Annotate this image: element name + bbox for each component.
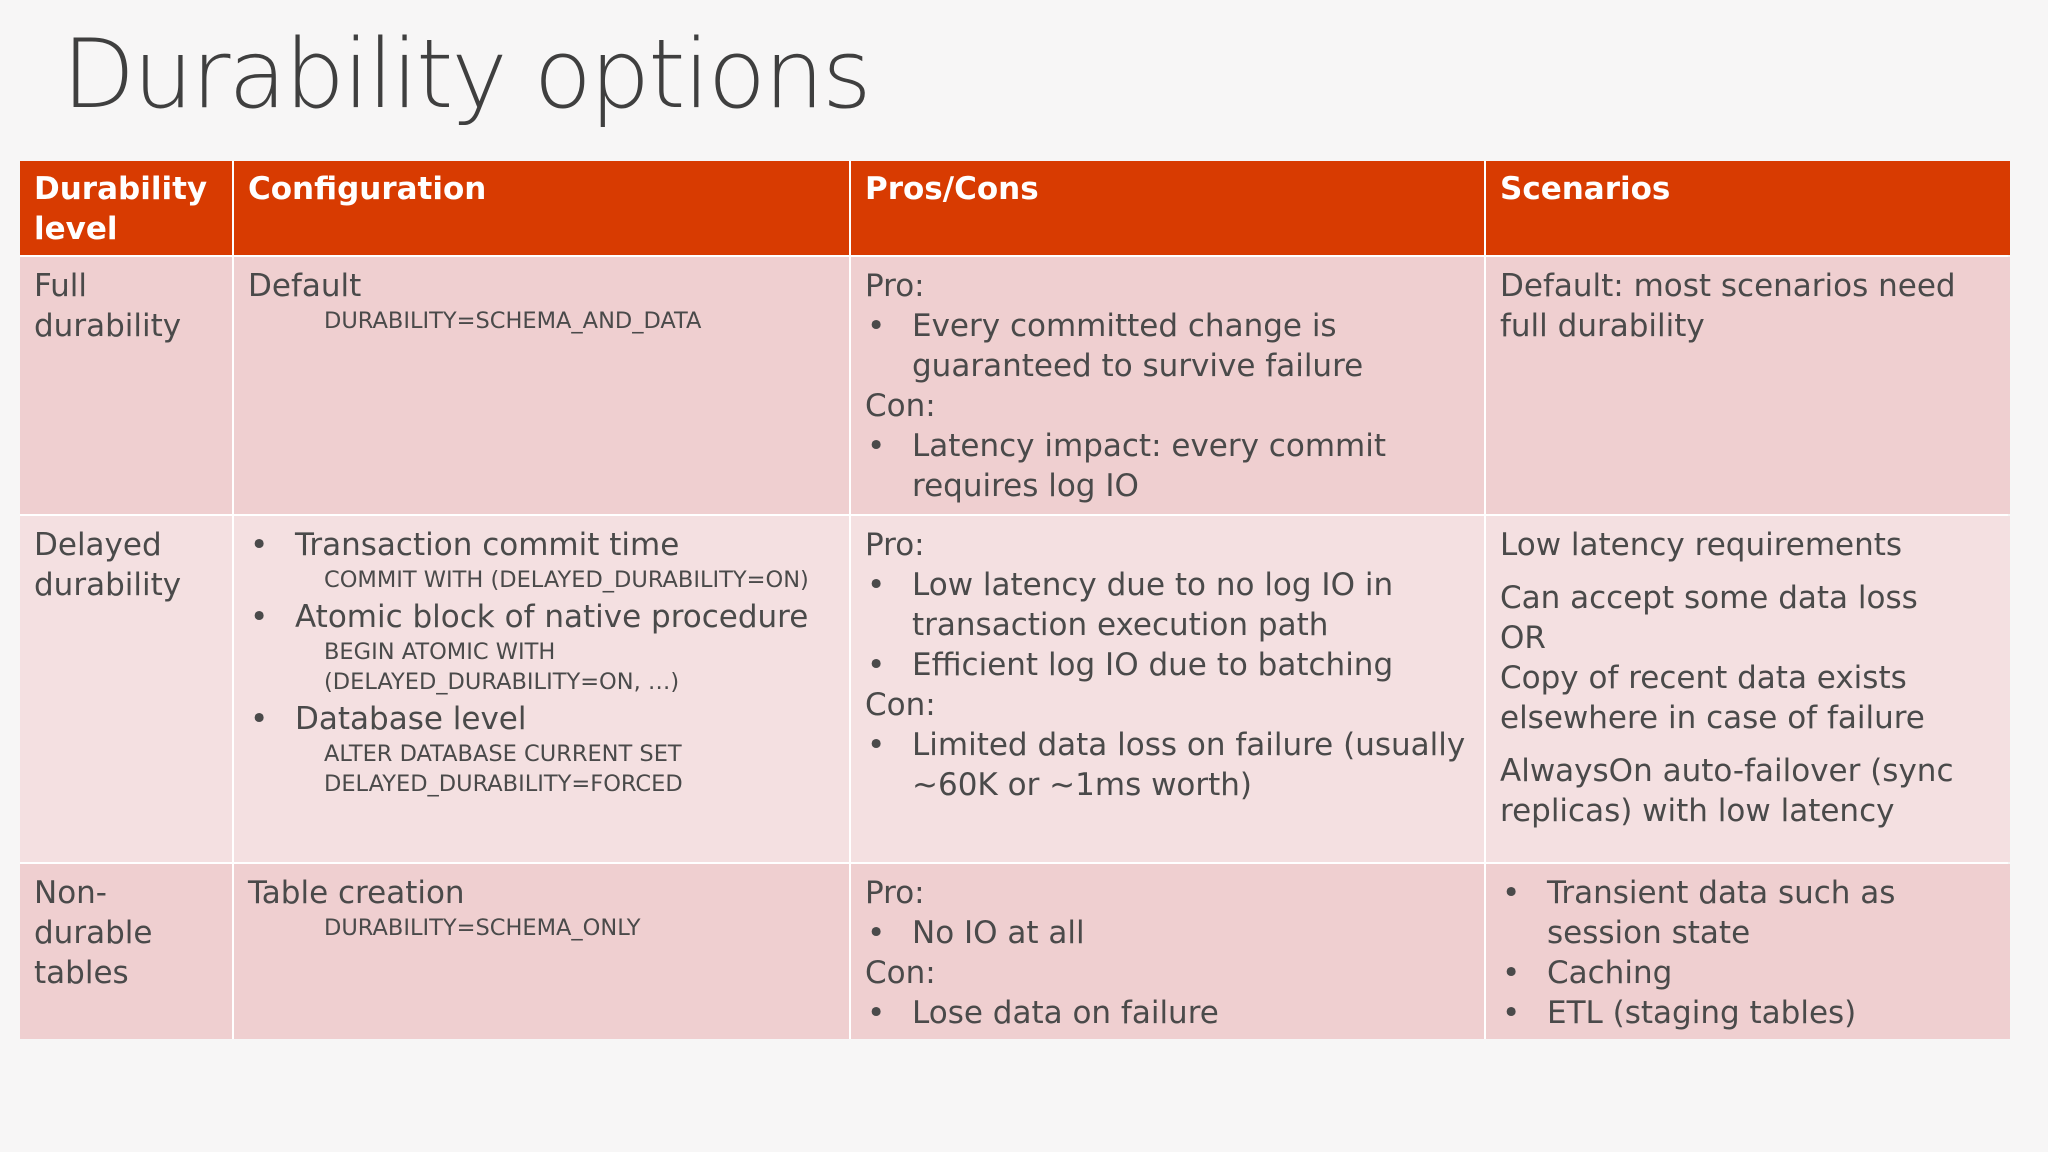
scenario-text: Can accept some data loss	[1500, 580, 1918, 616]
header-configuration: Configuration	[234, 161, 849, 255]
scenario-text: OR	[1500, 620, 1546, 656]
scenario-item: • Transient data such as session state	[1500, 873, 2010, 953]
pro-item: • Efficient log IO due to batching	[865, 645, 1484, 685]
con-label: Con:	[865, 687, 936, 723]
scenario-text: Low latency requirements	[1500, 527, 1903, 563]
pro-label: Pro:	[865, 875, 925, 911]
config-code: DELAYED_DURABILITY=FORCED	[324, 771, 683, 797]
level-line: Full	[34, 268, 88, 304]
row-delayed-config	[234, 516, 849, 862]
row-nondurable-level	[20, 864, 232, 1039]
config-item: • Database level	[248, 699, 849, 739]
header-durability-level	[20, 161, 232, 255]
config-code: DURABILITY=SCHEMA_ONLY	[324, 915, 641, 941]
level-line: Non-	[34, 875, 107, 911]
header-scenarios: Scenarios	[1486, 161, 2010, 255]
config-code: DURABILITY=SCHEMA_AND_DATA	[324, 308, 702, 334]
row-nondurable-scenarios	[1486, 864, 2010, 1039]
pro-item: • Low latency due to no log IO in transaction execution path	[865, 565, 1484, 645]
level-line: tables	[34, 955, 129, 991]
row-nondurable-proscons	[851, 864, 1484, 1039]
config-code: BEGIN ATOMIC WITH	[324, 639, 556, 665]
scenario-item: • Caching	[1500, 953, 2010, 993]
header-pros-cons: Pros/Cons	[851, 161, 1484, 255]
pro-item: • Every committed change is guaranteed to survive failure	[865, 306, 1484, 386]
pro-item: • No IO at all	[865, 913, 1484, 953]
scenario-text: AlwaysOn auto-failover (sync replicas) with low latency	[1500, 753, 1954, 829]
con-item: • Lose data on failure	[865, 993, 1484, 1033]
row-full-config	[234, 257, 849, 514]
row-full-scenarios	[1486, 257, 2010, 514]
header-durability-level-text: Durability level	[34, 171, 208, 247]
scenario-text: Default: most scenarios need full durability	[1500, 268, 1956, 344]
level-line: durability	[34, 567, 182, 603]
config-code: ALTER DATABASE CURRENT SET	[324, 741, 682, 767]
config-item: • Transaction commit time	[248, 525, 849, 565]
durability-table	[20, 161, 2008, 1039]
config-item: • Atomic block of native procedure	[248, 597, 849, 637]
slide-title: Durability options	[62, 20, 870, 130]
row-delayed-scenarios	[1486, 516, 2010, 862]
level-line: durability	[34, 308, 182, 344]
row-delayed-level	[20, 516, 232, 862]
level-line: Delayed	[34, 527, 162, 563]
con-item: • Limited data loss on failure (usually ~60K or ~1ms worth)	[865, 725, 1484, 805]
level-line: durable	[34, 915, 153, 951]
pro-label: Pro:	[865, 268, 925, 304]
row-delayed-proscons	[851, 516, 1484, 862]
pro-label: Pro:	[865, 527, 925, 563]
config-code: COMMIT WITH (DELAYED_DURABILITY=ON)	[324, 567, 809, 593]
con-label: Con:	[865, 388, 936, 424]
row-nondurable-config	[234, 864, 849, 1039]
con-label: Con:	[865, 955, 936, 991]
row-full-proscons	[851, 257, 1484, 514]
con-item: • Latency impact: every commit requires log IO	[865, 426, 1484, 506]
config-label: Table creation	[248, 875, 465, 911]
scenario-text: Copy of recent data exists elsewhere in case of failure	[1500, 660, 1925, 736]
config-label: Default	[248, 268, 362, 304]
row-full-level	[20, 257, 232, 514]
config-code: (DELAYED_DURABILITY=ON, …)	[324, 669, 680, 695]
scenario-item: • ETL (staging tables)	[1500, 993, 2010, 1033]
